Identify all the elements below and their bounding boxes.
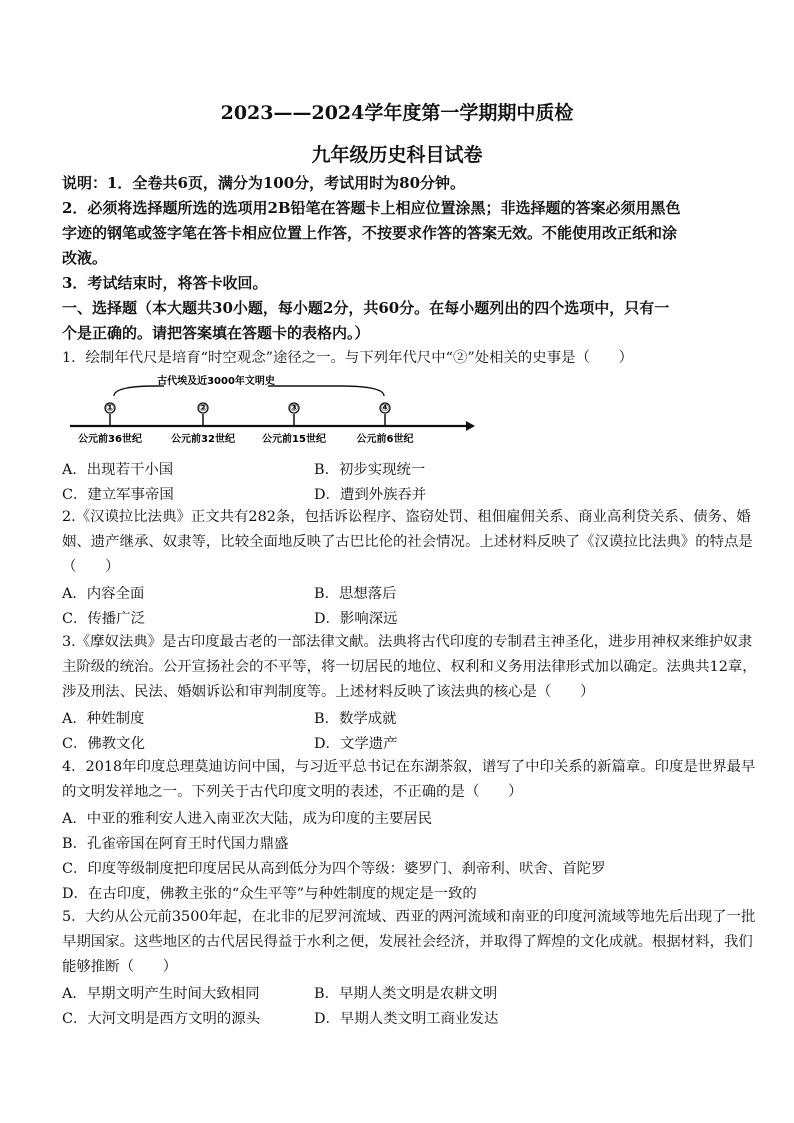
marker-label-2: ② <box>198 403 208 414</box>
q5-option-c: C．大河文明是西方文明的源头 <box>62 1011 261 1027</box>
q2-option-d: D．影响深远 <box>314 611 398 627</box>
timeline-date-2: 公元前32世纪 <box>171 434 235 445</box>
q3-option-b: B．数学成就 <box>314 711 397 727</box>
timeline-date-4: 公元前6世纪 <box>356 434 414 445</box>
q5-option-b: B．早期人类文明是农耕文明 <box>314 986 498 1002</box>
q4-option-b: B．孔雀帝国在阿育王时代国力鼎盛 <box>62 836 289 852</box>
q2-option-b: B．思想落后 <box>314 586 397 602</box>
q5-option-d: D．早期人类文明工商业发达 <box>314 1011 499 1027</box>
question-4-stem: 4．2018年印度总理莫迪访问中国，与习近平总书记在东湖茶叙，谱写了中印关系的新篇章。印度是世界最早 <box>62 759 756 775</box>
question-3-stem-end: 涉及刑法、民法、婚姻诉讼和审判制度等。上述材料反映了该法典的核心是（ ） <box>62 684 595 700</box>
q1-option-d: D．遭到外族吞并 <box>314 487 427 503</box>
q1-option-b: B．初步实现统一 <box>314 462 426 478</box>
instruction-2-cont: 字迹的钢笔或签字笔在答卡相应位置上作答，不按要求作答的答案无效。不能使用改正纸和涂 <box>62 224 678 242</box>
q4-option-a: A．中亚的雅利安人进入南亚次大陆，成为印度的主要居民 <box>62 811 433 827</box>
question-5-stem: 5．大约从公元前3500年起，在北非的尼罗河流域、西亚的两河流域和南亚的印度河流域等地先后出现了一批 <box>62 909 756 925</box>
section-heading-cont: 个是正确的。请把答案填在答题卡的表格内。） <box>62 324 370 342</box>
timeline-date-3: 公元前15世纪 <box>262 434 326 445</box>
exam-title: 2023——2024学年度第一学期期中质检 <box>220 102 574 124</box>
q5-option-a: A．早期文明产生时间大致相同 <box>62 986 260 1002</box>
marker-label-4: ④ <box>380 403 390 414</box>
q1-option-c: C．建立军事帝国 <box>62 487 174 503</box>
question-1-stem: 1．绘制年代尺是培育“时空观念”途径之一。与下列年代尺中“②”处相关的史事是（ ） <box>62 350 634 366</box>
question-2-stem-end: （ ） <box>62 559 120 575</box>
question-3-stem: 3.《摩奴法典》是古印度最古老的一部法律文献。法典将古代印度的专制君主神圣化，进步用神权来维护奴隶 <box>62 634 753 650</box>
question-5-stem-cont: 早期国家。这些地区的古代居民得益于水利之便，发展社会经济，并取得了辉煌的文化成就。根据材料，我们 <box>62 934 753 950</box>
q3-option-d: D．文学遗产 <box>314 736 398 752</box>
question-4-stem-cont: 的文明发祥地之一。下列关于古代印度文明的表述，不正确的是（ ） <box>62 784 523 800</box>
q4-option-d: D．在古印度，佛教主张的“众生平等”与种姓制度的规定是一致的 <box>62 886 477 902</box>
question-2-stem-cont: 姻、遗产继承、奴隶等，比较全面地反映了古巴比伦的社会情况。上述材料反映了《汉谟拉比法典》的特点是 <box>62 534 753 550</box>
section-heading: 一、选择题（本大题共30小题，每小题2分，共60分。在每小题列出的四个选项中，只有一 <box>62 299 670 317</box>
instruction-1: 说明：1．全卷共6页，满分为100分，考试用时为80分钟。 <box>62 174 466 192</box>
q2-option-a: A．内容全面 <box>62 586 145 602</box>
marker-label-3: ③ <box>289 403 299 414</box>
instruction-2-end: 改液。 <box>62 249 108 267</box>
q4-option-c: C．印度等级制度把印度居民从高到低分为四个等级：婆罗门、刹帝利、吠舍、首陀罗 <box>62 861 606 877</box>
instruction-3: 3．考试结束时，将答卡收回。 <box>62 274 268 292</box>
question-2-stem: 2.《汉谟拉比法典》正文共有282条，包括诉讼程序、盗窃处罚、租佃雇佣关系、商业高利贷关系、债务、婚 <box>62 509 751 525</box>
brace-label: 古代埃及近3000年文明史 <box>157 376 275 387</box>
question-5-stem-end: 能够推断（ ） <box>62 959 178 975</box>
timeline-arrow <box>466 421 475 431</box>
marker-label-1: ① <box>105 403 115 414</box>
q3-option-a: A．种姓制度 <box>62 711 145 727</box>
question-3-stem-cont: 主阶级的统治。公开宣扬社会的不平等，将一切居民的地位、权利和义务用法律形式加以确定。法典共12章， <box>62 659 757 675</box>
q3-option-c: C．佛教文化 <box>62 736 145 752</box>
timeline-figure <box>66 370 476 450</box>
timeline-date-1: 公元前36世纪 <box>78 434 142 445</box>
instruction-2: 2．必须将选择题所选的选项用2B铅笔在答题卡上相应位置涂黑；非选择题的答案必须用黑色 <box>62 199 681 217</box>
q1-option-a: A．出现若干小国 <box>62 462 174 478</box>
exam-subtitle: 九年级历史科目试卷 <box>311 144 483 166</box>
q2-option-c: C．传播广泛 <box>62 611 145 627</box>
